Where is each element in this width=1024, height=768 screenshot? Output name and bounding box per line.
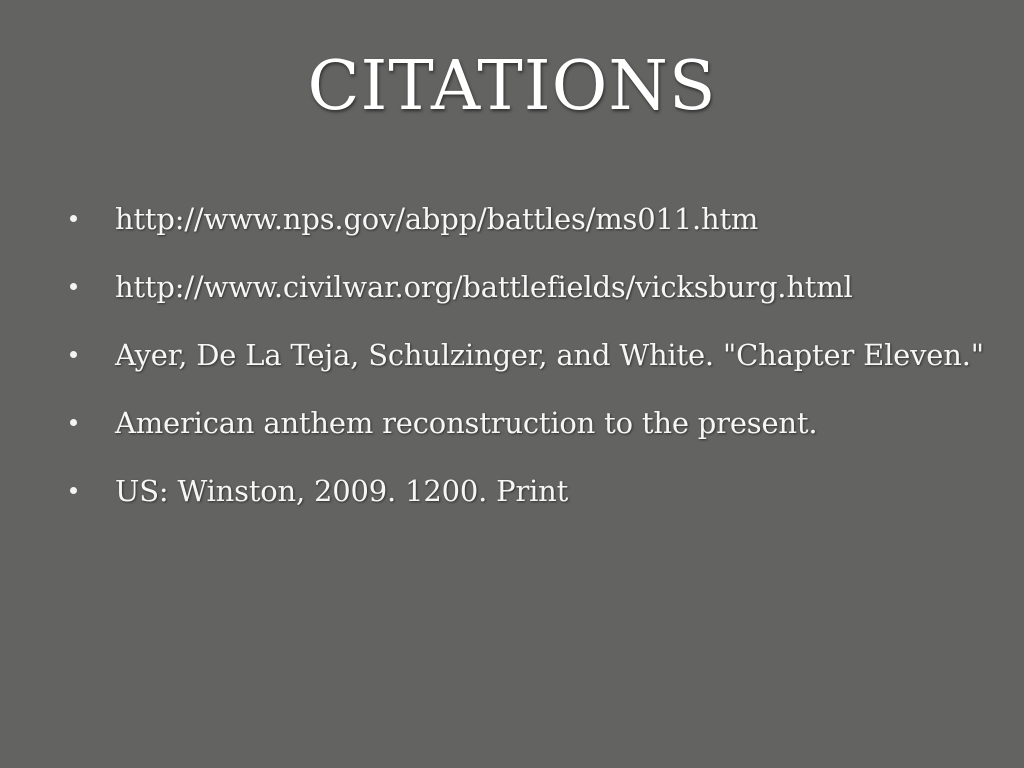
citation-list — [70, 196, 1010, 536]
bullet-icon — [70, 487, 77, 494]
bullet-icon — [70, 351, 77, 358]
bullet-icon — [70, 283, 77, 290]
citation-text: US: Winston, 2009. 1200. Print — [115, 474, 569, 508]
citation-item — [70, 468, 1010, 536]
citation-item — [70, 196, 1010, 264]
bullet-icon — [70, 215, 77, 222]
slide-title: CITATIONS — [307, 47, 717, 126]
citation-text: Ayer, De La Teja, Schulzinger, and White. "Chapter Eleven." — [115, 338, 984, 372]
citation-item — [70, 264, 1010, 332]
citation-text: http://www.nps.gov/abpp/battles/ms011.htm — [115, 202, 759, 236]
citation-text: American anthem reconstruction to the present. — [115, 406, 818, 440]
citation-item — [70, 332, 1010, 400]
bullet-icon — [70, 419, 77, 426]
citation-text: http://www.civilwar.org/battlefields/vicksburg.html — [115, 270, 853, 304]
citation-item — [70, 400, 1010, 468]
